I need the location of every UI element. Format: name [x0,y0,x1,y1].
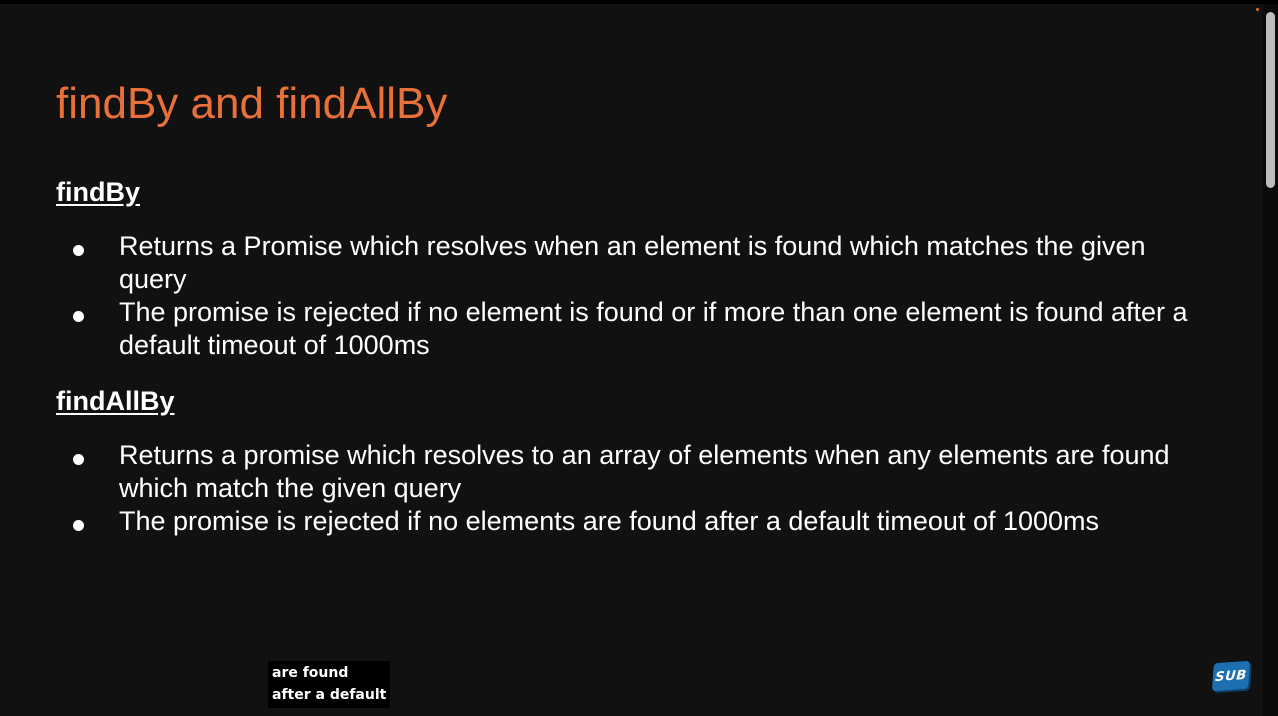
bullet-text: Returns a promise which resolves to an array of elements when any elements are found which match the given query [119,440,1170,503]
indicator-dot [1256,8,1259,11]
bullet-text: Returns a Promise which resolves when an element is found which matches the given query [119,231,1146,294]
bullet-text: The promise is rejected if no element is found or if more than one element is found after a default timeout of 1000ms [119,297,1188,360]
bullet-icon [73,245,84,256]
bullet-icon [73,454,84,465]
list-item [70,230,1210,296]
list-item [70,296,1210,362]
bullet-list-findallby [70,439,1210,538]
bullet-icon [73,520,84,531]
caption-line-2: after a default [272,687,387,703]
slide-title: findBy and findAllBy [56,79,448,128]
caption-line-1: are found [272,665,349,681]
subtitle-caption [268,661,390,708]
scrollbar-thumb[interactable] [1266,12,1275,188]
vertical-scrollbar[interactable] [1263,4,1278,716]
list-item [70,439,1210,505]
section-heading-findby: findBy [56,177,140,207]
bullet-text: The promise is rejected if no elements are found after a default timeout of 1000ms [119,506,1100,536]
section-heading-findallby: findAllBy [56,386,175,416]
list-item [70,505,1210,538]
subscribe-label: SUB [1214,667,1248,685]
subscribe-button[interactable] [1212,661,1250,691]
bullet-list-findby [70,230,1210,362]
bullet-icon [73,311,84,322]
